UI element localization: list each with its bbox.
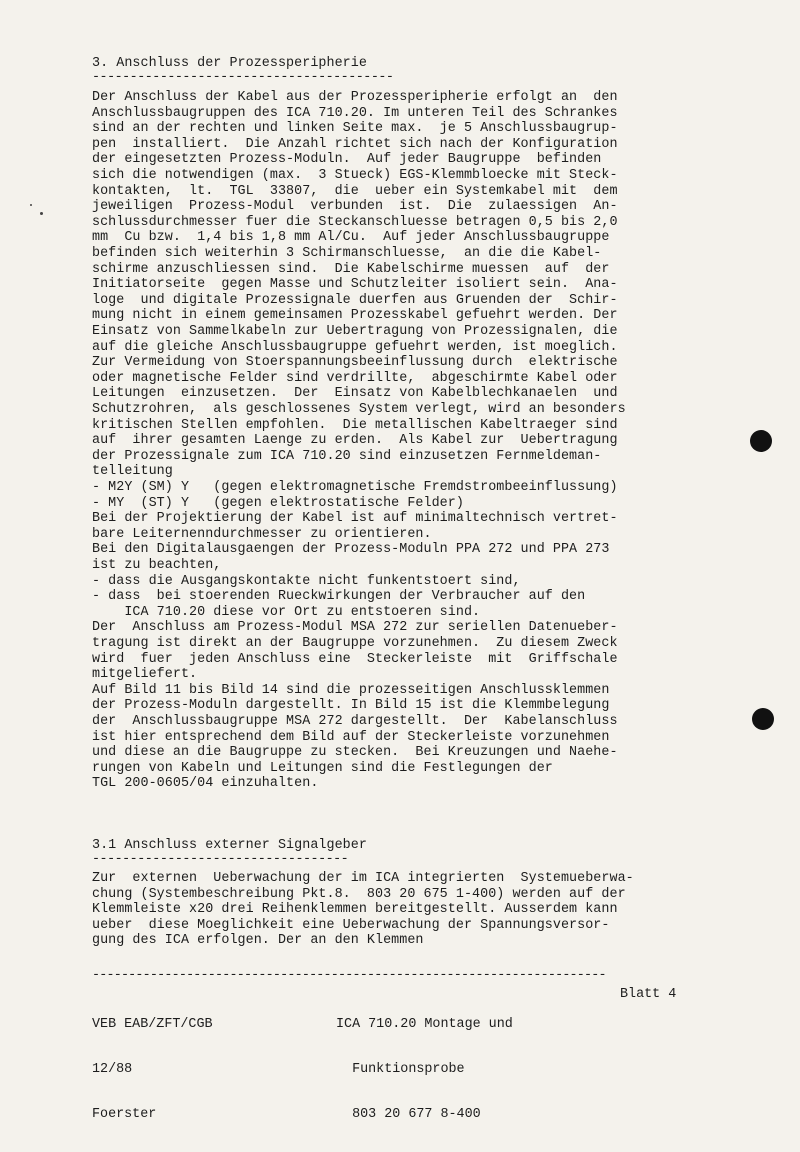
text-line: Anschlussbaugruppen des ICA 710.20. Im unteren Teil des Schrankes bbox=[92, 105, 618, 121]
text-line: Zur Vermeidung von Stoerspannungsbeeinflussung durch elektrische bbox=[92, 355, 618, 371]
text-line: schlussdurchmesser fuer die Steckanschluesse betragen 0,5 bis 2,0 bbox=[92, 214, 618, 230]
footer-center-line: 803 20 677 8-400 bbox=[336, 1107, 481, 1122]
text-line: der Anschlussbaugruppe MSA 272 dargestellt. Der Kabelanschluss bbox=[92, 714, 618, 729]
text-line: mung nicht in einem gemeinsamen Prozesskabel gefuehrt werden. Der bbox=[92, 308, 618, 324]
text-line: befinden sich weiterhin 3 Schirmanschluesse, an die die Kabel- bbox=[92, 246, 602, 261]
text-line: Klemmleiste x20 drei Reihenklemmen bereitgestellt. Ausserdem kann bbox=[92, 902, 618, 918]
text-line: ueber diese Moeglichkeit eine Ueberwachung der Spannungsversor- bbox=[92, 917, 610, 933]
text-line: ICA 710.20 diese vor Ort zu entstoeren sind. bbox=[92, 604, 481, 620]
text-line: rungen von Kabeln und Leitungen sind die Festlegungen der bbox=[92, 760, 553, 776]
punch-hole bbox=[750, 430, 772, 452]
text-line: sich die notwendigen (max. 3 Stueck) EGS-Klemmbloecke mit Steck- bbox=[92, 168, 618, 183]
text-line: Initiatorseite gegen Masse und Schutzleiter isoliert sein. Ana- bbox=[92, 277, 618, 293]
punch-hole bbox=[752, 708, 774, 730]
text-line: pen installiert. Die Anzahl richtet sich nach der Konfiguration bbox=[92, 136, 618, 152]
text-line: - dass die Ausgangskontakte nicht funkentstoert sind, bbox=[92, 573, 521, 589]
footer-center-line: Funktionsprobe bbox=[336, 1062, 465, 1077]
text-line: tragung ist direkt an der Baugruppe vorzunehmen. Zu diesem Zweck bbox=[92, 636, 618, 651]
text-line: auf ihrer gesamten Laenge zu erden. Als Kabel zur Uebertragung bbox=[92, 433, 618, 449]
footer-sheet-number: Blatt 4 bbox=[620, 987, 677, 1002]
text-line: und diese an die Baugruppe zu stecken. Bei Kreuzungen und Naehe- bbox=[92, 745, 618, 761]
footer-left-line: Foerster bbox=[92, 1107, 157, 1122]
text-line: schirme anzuschliessen sind. Die Kabelschirme muessen auf der bbox=[92, 261, 610, 277]
text-line: mitgeliefert. bbox=[92, 667, 198, 683]
subsection-heading: 3.1 Anschluss externer Signalgeber bbox=[92, 838, 367, 853]
text-line: bare Leiternenndurchmesser zu orientieren. bbox=[92, 526, 432, 542]
text-line: wird fuer jeden Anschluss eine Steckerleiste mit Griffschale bbox=[92, 651, 618, 667]
text-line: TGL 200-0605/04 einzuhalten. bbox=[92, 776, 319, 792]
text-line: chung (Systembeschreibung Pkt.8. 803 20 675 1-400) werden auf der bbox=[92, 886, 626, 902]
text-line: Schutzrohren, als geschlossenes System verlegt, wird an besonders bbox=[92, 402, 626, 417]
footer-center-line: ICA 710.20 Montage und bbox=[336, 1017, 513, 1032]
text-line: auf die gleiche Anschlussbaugruppe gefuehrt werden, ist moeglich. bbox=[92, 339, 618, 355]
text-line: Bei den Digitalausgaengen der Prozess-Moduln PPA 272 und PPA 273 bbox=[92, 542, 610, 558]
text-line: - M2Y (SM) Y (gegen elektromagnetische Fremdstrombeeinflussung) bbox=[92, 480, 618, 495]
text-line: Bei der Projektierung der Kabel ist auf minimaltechnisch vertret- bbox=[92, 511, 618, 527]
text-line: sind an der rechten und linken Seite max. je 5 Anschlussbaugrup- bbox=[92, 121, 618, 137]
text-line: der Prozess-Moduln dargestellt. In Bild 15 ist die Klemmbelegung bbox=[92, 698, 610, 714]
text-line: kritischen Stellen empfohlen. Die metallischen Kabeltraeger sind bbox=[92, 417, 618, 433]
text-line: oder magnetische Felder sind verdrillte, abgeschirmte Kabel oder bbox=[92, 370, 618, 386]
text-line: jeweiligen Prozess-Modul verbunden ist. Die zulaessigen An- bbox=[92, 199, 618, 215]
text-line: Zur externen Ueberwachung der im ICA integrierten Systemueberwa- bbox=[92, 871, 634, 886]
text-line: der Prozessignale zum ICA 710.20 sind einzusetzen Fernmeldeman- bbox=[92, 448, 602, 464]
text-line: - dass bei stoerenden Rueckwirkungen der Verbraucher auf den bbox=[92, 589, 586, 605]
text-line: mm Cu bzw. 1,4 bis 1,8 mm Al/Cu. Auf jeder Anschlussbaugruppe bbox=[92, 230, 610, 246]
text-line: Leitungen einzusetzen. Der Einsatz von Kabelblechkanaelen und bbox=[92, 386, 618, 402]
footer-rule: ----------------------------------------------------------------------- bbox=[92, 968, 606, 983]
text-line: ist hier entsprechend dem Bild auf der Steckerleiste vorzunehmen bbox=[92, 729, 610, 745]
text-line: Auf Bild 11 bis Bild 14 sind die prozesseitigen Anschlussklemmen bbox=[92, 682, 610, 698]
scan-speck bbox=[30, 204, 32, 206]
footer-left bbox=[92, 987, 213, 1152]
text-line: Der Anschluss am Prozess-Modul MSA 272 zur seriellen Datenueber- bbox=[92, 620, 618, 636]
scan-speck bbox=[40, 212, 43, 215]
footer-center bbox=[336, 987, 513, 1152]
text-line: gung des ICA erfolgen. Der an den Klemmen bbox=[92, 933, 424, 949]
text-line: - MY (ST) Y (gegen elektrostatische Felder) bbox=[92, 495, 464, 511]
text-line: Der Anschluss der Kabel aus der Prozessperipherie erfolgt an den bbox=[92, 90, 618, 105]
footer-left-line: 12/88 bbox=[92, 1062, 133, 1077]
text-line: Einsatz von Sammelkabeln zur Uebertragung von Prozessignalen, die bbox=[92, 324, 618, 339]
heading-underline: ---------------------------------------- bbox=[92, 70, 394, 85]
text-line: der eingesetzten Prozess-Moduln. Auf jeder Baugruppe befinden bbox=[92, 152, 602, 168]
section-heading: 3. Anschluss der Prozessperipherie bbox=[92, 56, 367, 71]
text-line: kontakten, lt. TGL 33807, die ueber ein Systemkabel mit dem bbox=[92, 183, 618, 199]
text-line: ist zu beachten, bbox=[92, 558, 222, 573]
subsection-underline: ---------------------------------- bbox=[92, 852, 349, 867]
footer-left-line: VEB EAB/ZFT/CGB bbox=[92, 1017, 213, 1032]
text-line: telleitung bbox=[92, 464, 173, 480]
text-line: loge und digitale Prozessignale duerfen aus Gruenden der Schir- bbox=[92, 292, 618, 308]
